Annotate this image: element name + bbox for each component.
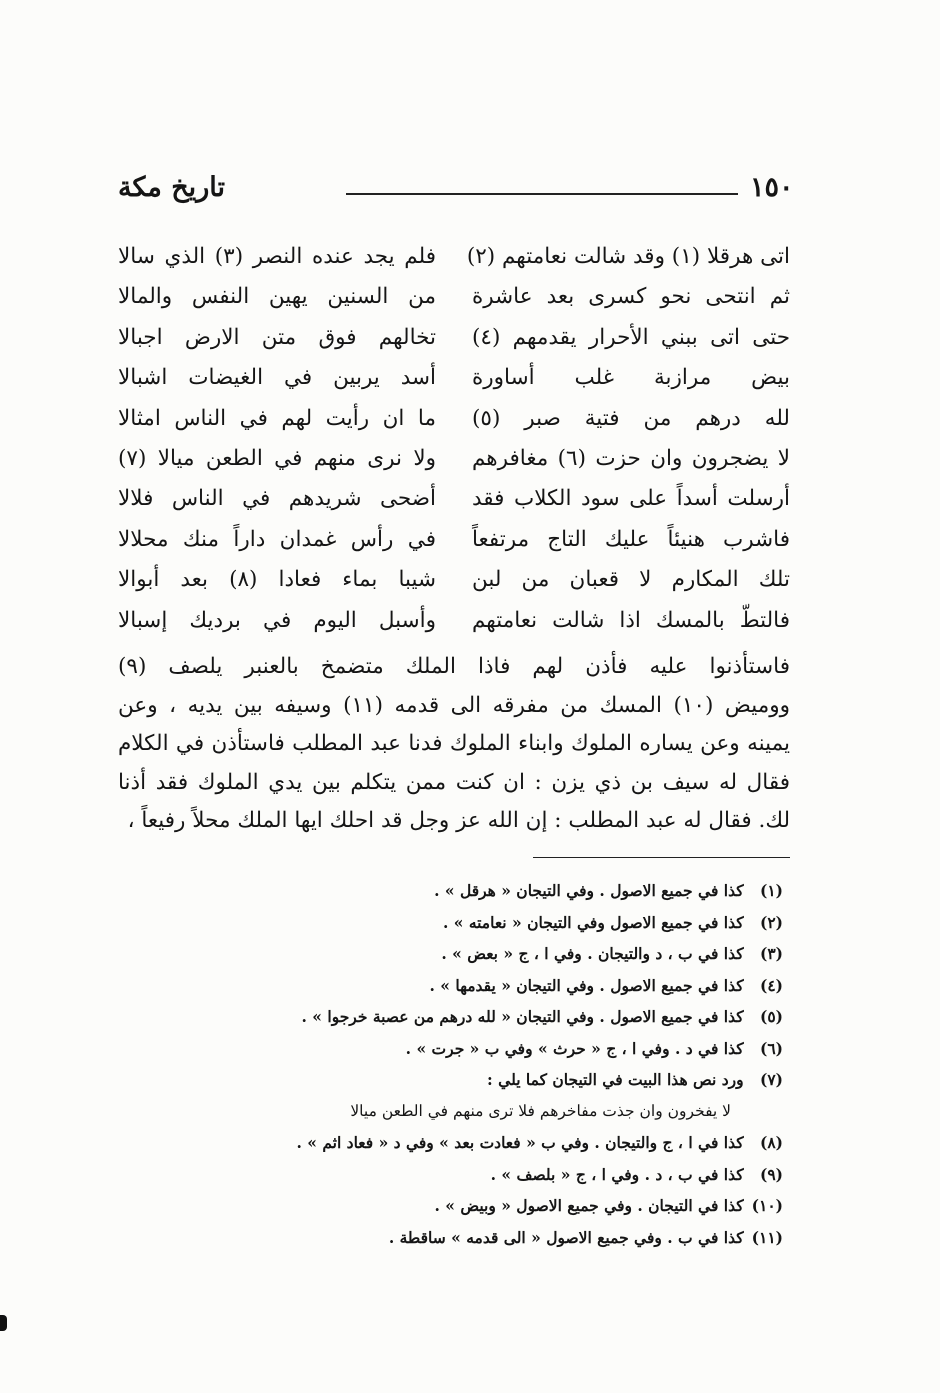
footnote-text: كذا في ب ، د والتيجان . وفي ا ، ج « بعض » . xyxy=(441,944,744,963)
running-header xyxy=(118,172,794,212)
footnote xyxy=(118,938,783,970)
footnote-number: (٩) xyxy=(759,1164,783,1184)
footnote-number: (١١) xyxy=(751,1227,783,1247)
footnote xyxy=(118,1222,783,1254)
poem-right-column xyxy=(466,237,790,641)
footnote-number: (٧) xyxy=(759,1070,783,1089)
poem xyxy=(118,237,790,641)
prose-line: يمينه وعن يساره الملوك وابناء الملوك فدنا عبد المطلب فاستأذن في الكلام xyxy=(118,731,790,757)
scan-edge-mark xyxy=(0,1315,7,1331)
header-rule xyxy=(346,193,738,195)
verse-hemistich: أضحى شريدهم في الناس فلالا xyxy=(118,486,436,512)
verse-hemistich: ولا نرى منهم في الطعن ميالا (٧) xyxy=(118,445,436,471)
verse-hemistich: لا يضجرون وان حزت (٦) مغافرهم xyxy=(472,445,790,471)
footnote-text: كذا في جميع الاصول . وفي التيجان « يقدمها » . xyxy=(429,975,744,995)
running-title: تاريخ مكة xyxy=(118,172,225,203)
verse-hemistich: حتى اتى ببني الأحرار يقدمهم (٤) xyxy=(472,324,790,350)
footnote xyxy=(118,970,783,1002)
footnote-rule xyxy=(533,857,790,858)
footnotes xyxy=(118,875,783,1253)
verse-hemistich: في رأس غمدان داراً منك محلالا xyxy=(118,526,436,552)
footnote-number: (٨) xyxy=(759,1133,783,1152)
footnote xyxy=(118,1001,783,1033)
verse-hemistich: أسد يربين في الغيضات اشبالا xyxy=(118,365,436,391)
footnote xyxy=(118,1159,783,1191)
verse-hemistich: فلم يجد عنده النصر (٣) الذي سالا xyxy=(118,244,436,269)
verse-hemistich: بيض مرازبة غلب أساورة xyxy=(472,365,790,391)
footnote-text: كذا في جميع الاصول . وفي التيجان « هرقل » . xyxy=(434,881,744,900)
footnote-text: ورد نص هذا البيت في التيجان كما يلي : xyxy=(487,1070,744,1089)
verse-hemistich: من السنين يهين النفس والمالا xyxy=(118,284,436,310)
footnote xyxy=(118,1127,783,1159)
footnote-quoted-verse: لا يفخرون وان جذت مفاخرهم فلا ترى منهم في الطعن ميالا xyxy=(350,1101,731,1120)
footnote-number: (٢) xyxy=(759,912,783,932)
footnote xyxy=(118,1033,783,1065)
prose-line: لك. فقال له عبد المطلب : إن الله عز وجل قد احلك ايها الملك محلاً رفيعاً ، xyxy=(127,808,790,834)
footnote-number: (٤) xyxy=(759,975,783,995)
footnote xyxy=(118,1190,783,1222)
verse-hemistich: ما ان رأيت لهم في الناس امثالا xyxy=(118,405,436,431)
footnote-number: (١) xyxy=(759,881,783,900)
footnote xyxy=(118,907,783,939)
footnote-number: (٦) xyxy=(759,1038,783,1058)
verse-hemistich: ثم انتحى نحو كسرى بعد عاشرة xyxy=(472,284,790,310)
verse-hemistich: شيبا بماء فعادا (٨) بعد أبوالا xyxy=(118,567,436,593)
footnote-text: كذا في جميع الاصول . وفي التيجان « لله درهم من عصبة خرجوا » . xyxy=(301,1007,744,1026)
prose-paragraph xyxy=(118,648,790,841)
footnote xyxy=(118,1064,783,1096)
footnote-number: (١٠) xyxy=(751,1196,783,1215)
verse-hemistich: وأسبل اليوم في برديك إسبالا xyxy=(118,607,436,633)
verse-hemistich: فاشرب هنيئاً عليك التاج مرتفعاً xyxy=(472,526,790,552)
verse-hemistich: أرسلت أسداً على سود الكلاب فقد xyxy=(472,486,790,512)
prose-line: فقال له سيف بن ذي يزن : ان كنت ممن يتكلم بين يدي الملوك فقد أذنا xyxy=(118,769,790,795)
footnote-text: كذا في ا ، ج والتيجان . وفي ب « فعادت بعد » وفي د « فعاد اثم » . xyxy=(296,1133,744,1152)
verse-hemistich: تخالهم فوق متن الارض اجبالا xyxy=(118,324,436,350)
footnote-text: كذا في د . وفي ا ، ج « حرث » وفي ب « جرت » . xyxy=(405,1038,744,1058)
verse-hemistich: تلك المكارم لا قعبان من لبن xyxy=(472,567,790,593)
page-number: ١٥٠ xyxy=(750,172,794,203)
verse-hemistich: لله درهم من فتية صبر (٥) xyxy=(472,405,790,431)
poem-left-column xyxy=(118,237,436,641)
footnote-text: كذا في ب ، د . وفي ا ، ج « بلصف » . xyxy=(490,1164,744,1184)
verse-hemistich: اتى هرقلا (١) وقد شالت نعامتهم (٢) xyxy=(466,244,790,269)
prose-line: فاستأذنوا عليه فأذن لهم فاذا الملك متضمخ بالعنبر يلصف (٩) xyxy=(118,654,790,679)
footnote xyxy=(118,875,783,907)
footnote-number: (٣) xyxy=(759,944,783,963)
footnote-text: كذا في جميع الاصول وفي التيجان « نعامته » . xyxy=(442,912,744,932)
footnote-number: (٥) xyxy=(759,1007,783,1026)
footnote-text: كذا في ب . وفي جميع الاصول « الى قدمه » ساقطة . xyxy=(388,1227,744,1247)
footnote-text: كذا في التيجان . وفي جميع الاصول « وبيض » . xyxy=(434,1196,744,1215)
prose-line: ووميض (١٠) المسك من مفرقه الى قدمه (١١) وسيفه بين يديه ، وعن xyxy=(118,692,791,718)
verse-hemistich: فالتطّ بالمسك اذا شالت نعامتهم xyxy=(472,607,790,633)
